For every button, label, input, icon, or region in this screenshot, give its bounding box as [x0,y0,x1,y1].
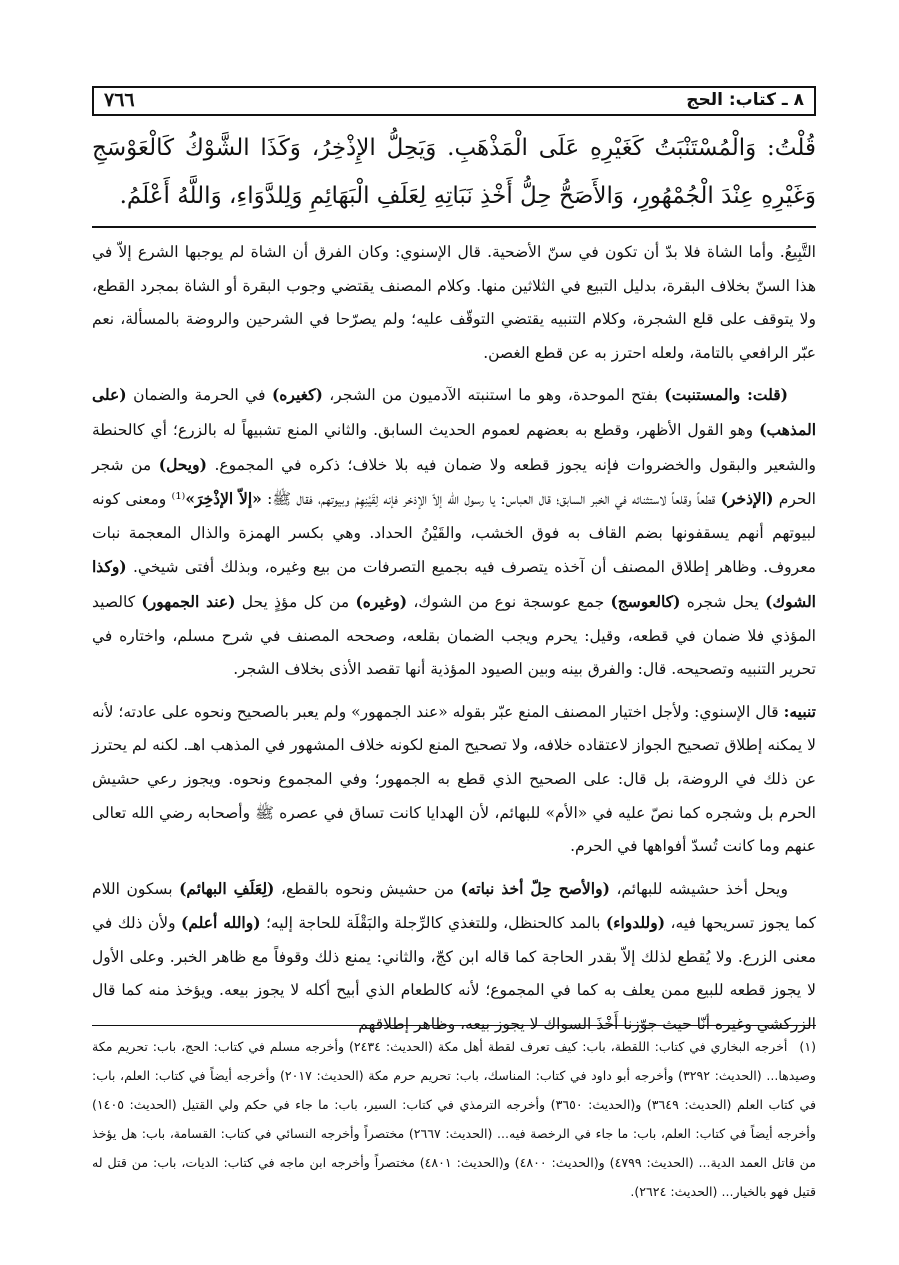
commentary [92,236,816,1050]
commentary-text: كالصيد المؤذي فلا ضمان في قطعه، وقيل: يحرم ويجب الضمان بقلعه، وصححه المصنف في شرح مسلم، واختاره في تحرير التنبيه وتصحيحه. قال: والفرق بينه وبين الصيود المؤذية أنها تقصد الأذى بخلاف الشجر. [92,592,816,679]
commentary-text: من حشيش ونحوه بالقطع، [274,879,461,898]
page-header [92,86,816,116]
commentary-paragraph-1: التَّبِيعُ. وأما الشاة فلا بدّ أن تكون في سنّ الأضحية. قال الإسنوي: وكان الفرق أن الشاة لم يوجبها الشرع إلاّ في هذا السنّ بخلاف البقرة، بدليل التبيع في الثلاثين منها. وكلام المصنف يقتضي وجوب البقرة أو الشاة بمجرد القطع، ولا يتوقف على قلع الشجرة، وكلام التنبيه يقتضي التوقّف عليه؛ ولم يصرّحا في الشرحين والروضة بالمسألة، نعم عبّر الرافعي بالتامة، ولعله احترز به عن قطع الغصن. [92,243,816,362]
footnote-number: (١) [799,1039,816,1054]
commentary-text: قال الإسنوي: ولأجل اختيار المصنف المنع عبّر بقوله «عند الجمهور» ولم يعبر بالصحيح ونحوه على عادته؛ لأنه لا يمكنه إطلاق تصحيح الجواز لاعتقاده خلافه، ولا تصحيح المنع لكونه خلاف المشهور في المذهب اهـ. لكنه لم يحترز عن ذلك في الروضة، بل قال: على الصحيح الذي قطع به الجمهور؛ وفي المجموع ونحوه. ويجوز رعي حشيش الحرم بل وشجره كما نصّ عليه في «الأم» للبهائم، لأن الهدايا كانت تساق في عصره ﷺ وأصحابه رضي الله تعالى عنهم وما كانت تُسدّ أفواهها في الحرم. [92,702,816,856]
quoted-term: (على المذهب) [92,385,816,439]
commentary-text: ويحل أخذ حشيشه للبهائم، [609,879,788,898]
quoted-term: (وللدواء) [605,913,666,933]
commentary-text: بسكون اللام كما يجوز تسريحها فيه، [92,879,816,933]
footnote [92,1032,816,1206]
note-label: تنبيه: [783,701,816,721]
commentary-paragraph-2 [92,378,816,686]
commentary-text: يحل شجره [680,592,766,611]
chapter-title: ٨ ـ كتاب: الحج [686,90,804,110]
main-text-divider [92,226,816,228]
quoted-term: (وغيره) [355,591,408,611]
commentary-text: جمع عوسجة نوع من الشوك، [407,592,611,611]
commentary-text: ⁽¹⁾ ومعنى كونه لبيوتهم أنهم يسقفونها بضم القاف به فوق الخشب، والقَيْنُ الحداد. وهي بكسر الهمزة والذال المعجمة نبات معروف. وظاهر إطلاق المصنف أن آخذه يتصرف فيه بجميع التصرفات من بيع وغيره، وبذلك أفتى شيخي. [92,490,816,577]
commentary-text: بالمد كالحنظل، وللتغذي كالرِّجلة والبَقْلَة للحاجة إليه؛ [260,914,606,933]
quoted-term: (والأصح حِلّ أخذ نباته) [460,878,610,898]
hadith-quote: «إلاّ الإذْخِرَ» [185,489,262,509]
quoted-term: (عند الجمهور) [141,591,236,611]
commentary-text: ولأن ذلك في معنى الزرع. ولا يُقطع لذلك إلاّ بقدر الحاجة كما قاله ابن كجّ، والثاني: يمنع ذلك وقوفاً مع ظاهر الخبر. وعلى الأول لا يجوز قطعه للبيع ممن يعلف به كما في المجموع؛ لأنه كالطعام الذي أبيح أكله لا يجوز بيعه. ويؤخذ منه كما قال الزركشي وغيره أنّا حيث جوّزنا أَخْذَ السواك لا يجوز بيعه، وظاهر إطلاقهم [92,914,816,1034]
commentary-text: قطعاً وقلعاً لاستثنائه في الخبر السابق؛ قال العباس: يا رسول الله إلاّ الإذخر فإنه لِقَيْنِهِمْ وبيوتهم، فقال ﷺ: [261,490,721,509]
quoted-term: (كغيره) [271,385,323,405]
footnote-divider [92,1025,816,1026]
commentary-text: من شجر الحرم [92,455,816,509]
page-number: ٧٦٦ [104,89,135,111]
commentary-text: وهو القول الأظهر، وقطع به بعضهم لعموم الحديث السابق. والثاني المنع تشبيهاً له بالزرع؛ أي كالحنطة والشعير والبقول والخضروات فإنه يجوز قطعه ولا ضمان فيه بلا خلاف؛ ذكره في المجموع. [92,420,816,474]
commentary-text: بفتح الموحدة، وهو ما استنبته الآدميون من الشجر، [322,386,665,405]
quoted-term: (وكذا الشوك) [92,557,816,611]
commentary-paragraph-3 [92,695,816,864]
quoted-term: (ويحل) [158,454,207,474]
commentary-paragraph-4 [92,872,816,1042]
quoted-term: (كالعوسج) [610,591,681,611]
commentary-text: في الحرمة والضمان [126,386,272,405]
quoted-term: (لِعَلَفِ البهائم) [179,878,275,898]
quoted-term: (والله أعلم) [181,913,261,933]
footnote-text: أخرجه البخاري في كتاب: اللقطة، باب: كيف تعرف لقطة أهل مكة (الحديث: ٢٤٣٤) وأخرجه مسلم في كتاب: الحج، باب: تحريم مكة وصيدها... (الحديث: ٣٢٩٢) وأخرجه أبو داود في كتاب: المناسك، باب: تحريم حرم مكة (الحديث: ٢٠١٧) وأخرجه أيضاً في كتاب: العلم، باب: في كتاب العلم (الحديث: ٣٦٤٩) و(الحديث: ٣٦٥٠) وأخرجه الترمذي في كتاب: السير، باب: ما جاء في حكم ولي القتيل (الحديث: ١٤٠٥) وأخرجه أيضاً في كتاب: العلم، باب: ما جاء في الرخصة فيه... (الحديث: ٢٦٦٧) مختصراً وأخرجه النسائي في كتاب: القسامة، باب: هل يؤخذ من قاتل العمد الدية... (الحديث: ٤٧٩٩) و(الحديث: ٤٨٠٠) و(الحديث: ٤٨٠١) مختصراً وأخرجه ابن ماجه في كتاب: الديات، باب: من قتل له قتيل فهو بالخيار... (الحديث: ٢٦٢٤). [92,1039,817,1199]
quoted-term: (الإذخر) [720,489,774,509]
quoted-term: (قلت: والمستنبت) [664,385,789,405]
commentary-text: من كل مؤذٍ يحل [235,592,356,611]
main-text: قُلْتُ: وَالْمُسْتَنْبَتُ كَغَيْرِهِ عَلَى الْمَذْهَبِ. وَيَحِلُّ الإِذْخِرُ، وَكَذَا الشَّوْكُ كَالْعَوْسَجِ وَغَيْرِهِ عِنْدَ الْجُمْهُورِ، وَالأَصَحُّ حِلُّ أَخْذِ نَبَاتِهِ لِعَلَفِ الْبَهَائِمِ وَلِلدَّوَاءِ، وَاللَّهُ أَعْلَمُ. [92,135,816,209]
